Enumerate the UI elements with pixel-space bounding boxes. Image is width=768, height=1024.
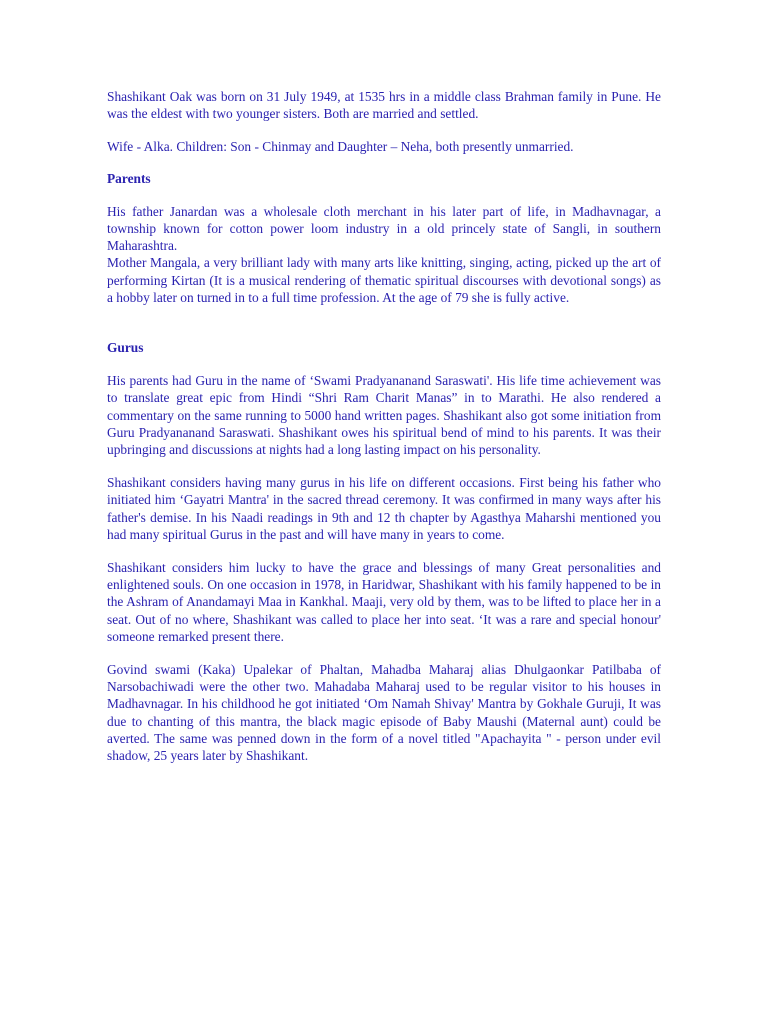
section-heading-gurus: Gurus [107,340,144,356]
parents-paragraph-2: Mother Mangala, a very brilliant lady with many arts like knitting, singing, acting, picked up the art of performing Kirtan (It is a musical rendering of thematic spiritual discourses with devotional songs) as a hobby later on turned in to a full time profession. At the age of 79 she is fully active. [107,255,661,305]
section-heading-parents: Parents [107,170,151,186]
parents-paragraph-1: His father Janardan was a wholesale cloth merchant in his later part of life, in Madhavnagar, a township known for cotton power loom industry in a old princely state of Sangli, in southern Maharashtra. [107,203,661,254]
gurus-paragraph-4: Govind swami (Kaka) Upalekar of Phaltan, Mahadba Maharaj alias Dhulgaonkar Patilbaba of Narsobachiwadi were the other two. Mahadaba Maharaj used to be regular visitor to his houses in Madhavnagar. In his childhood he got initiated ‘Om Namah Shivay' Mantra by Gokhale Guruji, It was due to chanting of this mantra, the black magic episode of Baby Maushi (Maternal aunt) could be averted. The same was penned down in the form of a novel titled "Apachayita " - person under evil shadow, 25 years later by Shashikant. [107,662,661,764]
gurus-paragraph-3: Shashikant considers him lucky to have the grace and blessings of many Great personalities and enlightened souls. On one occasion in 1978, in Haridwar, Shashikant with his family happened to be in the Ashram of Anandamayi Maa in Kankhal. Maaji, very old by them, was to be lifted to place her in a seat. Out of no where, Shashikant was called to place her into seat. ‘It was a rare and special honour' someone remarked present there. [107,560,661,644]
gurus-paragraph-1: His parents had Guru in the name of ‘Swami Pradyananand Saraswati'. His life time achievement was to translate great epic from Hindi “Shri Ram Charit Manas” in to Marathi. He also rendered a commentary on the same running to 5000 hand written pages. Shashikant also got some initiation from Guru Pradyananand Saraswati. Shashikant owes his spiritual bend of mind to his parents. It was their upbringing and discussions at nights had a long lasting impact on his personality. [107,373,661,458]
gurus-paragraph-2: Shashikant considers having many gurus in his life on different occasions. First being his father who initiated him ‘Gayatri Mantra' in the sacred thread ceremony. It was confirmed in many ways after his father's demise. In his Naadi readings in 9th and 12 th chapter by Agasthya Maharshi mentioned you had many spiritual Gurus in the past and will have many in years to come. [107,475,661,542]
document-body [107,88,661,764]
intro-paragraph-2: Wife - Alka. Children: Son - Chinmay and Daughter – Neha, both presently unmarried. [107,139,574,155]
intro-paragraph-1: Shashikant Oak was born on 31 July 1949, at 1535 hrs in a middle class Brahman family in Pune. He was the eldest with two younger sisters. Both are married and settled. [107,89,661,122]
